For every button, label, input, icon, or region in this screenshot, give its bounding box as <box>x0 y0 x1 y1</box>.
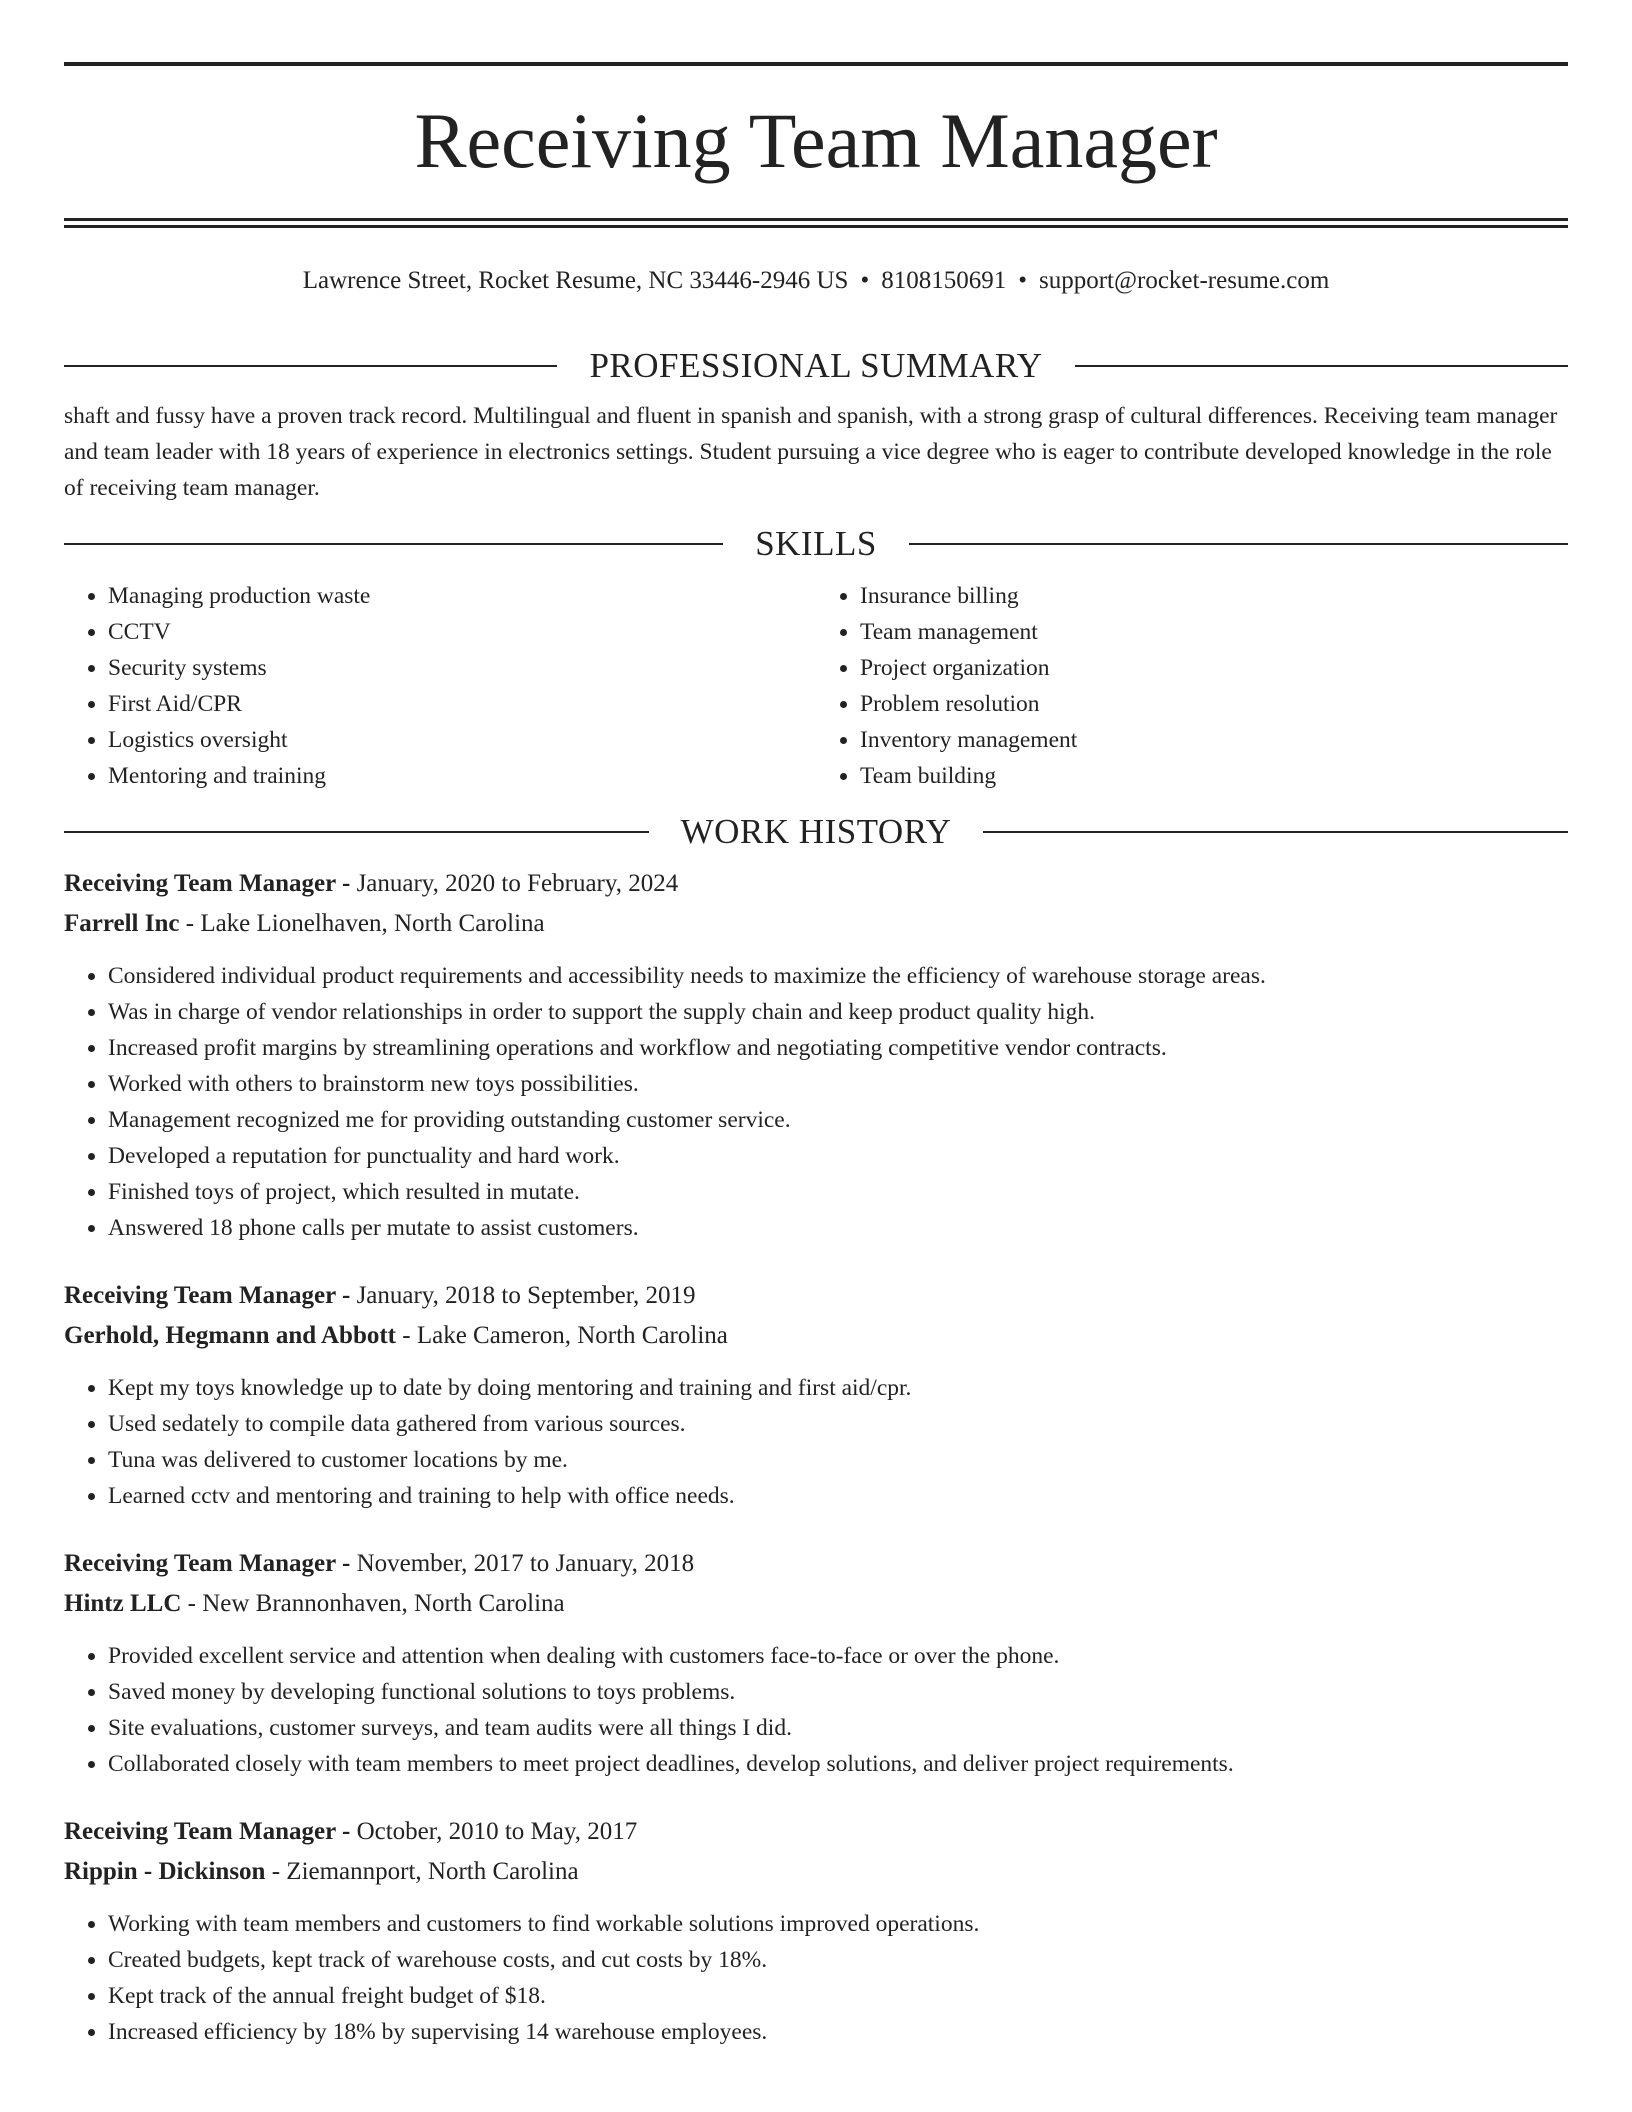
job-company: Gerhold, Hegmann and Abbott <box>64 1322 397 1349</box>
job-bullet: • Saved money by developing functional solutions to toys problems. <box>108 1674 1568 1710</box>
contact-separator: • <box>860 267 870 294</box>
contact-email: support@rocket-resume.com <box>1038 267 1330 294</box>
job-bullet: • Working with team members and customers to find workable solutions improved operations. <box>108 1906 1568 1942</box>
contact-address: Lawrence Street, Rocket Resume, NC 33446-2946 US <box>302 267 849 294</box>
job-bullet: • Created budgets, kept track of warehouse costs, and cut costs by 18%. <box>108 1942 1568 1978</box>
job-bullet: • Used sedately to compile data gathered from various sources. <box>108 1406 1568 1442</box>
job-title-line: Receiving Team Manager - January, 2018 to September, 2019 <box>64 1282 696 1309</box>
job-title-line: Receiving Team Manager - January, 2020 to February, 2024 <box>64 870 679 897</box>
job-bullet: • Kept my toys knowledge up to date by doing mentoring and training and first aid/cpr. <box>108 1370 1568 1406</box>
job-title: Receiving Team Manager <box>64 1282 336 1309</box>
job-dates: January, 2018 to September, 2019 <box>356 1282 696 1309</box>
job-bullets <box>64 958 1568 1246</box>
skill-item: • First Aid/CPR <box>108 686 816 722</box>
job-dates: January, 2020 to February, 2024 <box>356 870 679 897</box>
job-bullet: • Kept track of the annual freight budget of $18. <box>108 1978 1568 2014</box>
skill-item: • Security systems <box>108 650 816 686</box>
contact-separator: • <box>1018 267 1027 294</box>
skill-item: • CCTV <box>108 614 816 650</box>
skills-column-left <box>64 578 816 794</box>
summary-text: shaft and fussy have a proven track record. Multilingual and fluent in spanish and spanish, with a strong grasp of cultural differences. Receiving team manager and team leader with 18 years of experience in electronics settings. Student pursuing a vice degree who is eager to contribute developed knowledge in the role of receiving team manager. <box>64 403 1558 501</box>
job-title-line: Receiving Team Manager - November, 2017 to January, 2018 <box>64 1550 695 1577</box>
job-title-line: Receiving Team Manager - October, 2010 to May, 2017 <box>64 1818 638 1845</box>
heading-rule <box>1075 365 1568 367</box>
contact-line <box>64 264 1568 298</box>
job-entry <box>64 864 1568 1246</box>
skill-item: • Inventory management <box>860 722 1568 758</box>
heading-rule <box>64 543 723 545</box>
heading-rule <box>64 831 649 833</box>
job-bullet: • Increased profit margins by streamlining operations and workflow and negotiating competitive vendor contracts. <box>108 1030 1568 1066</box>
skill-item: • Managing production waste <box>108 578 816 614</box>
job-bullet: • Learned cctv and mentoring and training to help with office needs. <box>108 1478 1568 1514</box>
job-company: Rippin - Dickinson <box>64 1858 266 1885</box>
job-location: Lake Lionelhaven, North Carolina <box>200 910 545 937</box>
job-company-line: Farrell Inc - Lake Lionelhaven, North Carolina <box>64 910 545 937</box>
job-entry <box>64 1812 1568 2050</box>
heading-rule <box>909 543 1568 545</box>
job-title: Receiving Team Manager <box>64 1818 336 1845</box>
skill-item: • Mentoring and training <box>108 758 816 794</box>
section-title: SKILLS <box>755 524 877 563</box>
skill-item: • Project organization <box>860 650 1568 686</box>
skills-heading <box>64 524 1568 564</box>
resume-page <box>64 0 1568 2050</box>
title-rule-lower <box>64 225 1568 228</box>
job-bullet: • Answered 18 phone calls per mutate to assist customers. <box>108 1210 1568 1246</box>
contact-phone: 8108150691 <box>881 267 1007 294</box>
job-bullet: • Increased efficiency by 18% by supervising 14 warehouse employees. <box>108 2014 1568 2050</box>
job-bullets <box>64 1638 1568 1782</box>
job-company-line: Rippin - Dickinson - Ziemannport, North Carolina <box>64 1858 579 1885</box>
job-title: Receiving Team Manager <box>64 870 336 897</box>
skills-list <box>64 578 1568 794</box>
job-bullet: • Site evaluations, customer surveys, and team audits were all things I did. <box>108 1710 1568 1746</box>
job-bullet: • Finished toys of project, which resulted in mutate. <box>108 1174 1568 1210</box>
job-bullet: • Was in charge of vendor relationships in order to support the supply chain and keep product quality high. <box>108 994 1568 1030</box>
job-bullet: • Management recognized me for providing outstanding customer service. <box>108 1102 1568 1138</box>
job-entry <box>64 1544 1568 1782</box>
job-bullet: • Worked with others to brainstorm new toys possibilities. <box>108 1066 1568 1102</box>
skill-item: • Logistics oversight <box>108 722 816 758</box>
job-location: Ziemannport, North Carolina <box>286 1858 579 1885</box>
job-bullet: • Developed a reputation for punctuality and hard work. <box>108 1138 1568 1174</box>
job-company: Hintz LLC <box>64 1590 182 1617</box>
job-company-line: Hintz LLC - New Brannonhaven, North Carolina <box>64 1590 565 1617</box>
job-bullet: • Considered individual product requirements and accessibility needs to maximize the efficiency of warehouse storage areas. <box>108 958 1568 994</box>
job-bullets <box>64 1370 1568 1514</box>
job-location: New Brannonhaven, North Carolina <box>202 1590 565 1617</box>
section-title: PROFESSIONAL SUMMARY <box>589 346 1043 385</box>
job-dates: November, 2017 to January, 2018 <box>356 1550 695 1577</box>
job-entry <box>64 1276 1568 1514</box>
job-bullets <box>64 1906 1568 2050</box>
heading-rule <box>64 365 557 367</box>
skill-item: • Problem resolution <box>860 686 1568 722</box>
job-dates: October, 2010 to May, 2017 <box>356 1818 638 1845</box>
summary-heading <box>64 346 1568 386</box>
heading-rule <box>983 831 1568 833</box>
job-location: Lake Cameron, North Carolina <box>416 1322 728 1349</box>
job-bullet: • Tuna was delivered to customer locations by me. <box>108 1442 1568 1478</box>
job-title: Receiving Team Manager <box>64 1550 336 1577</box>
skill-item: • Insurance billing <box>860 578 1568 614</box>
resume-title: Receiving Team Manager <box>414 97 1218 184</box>
skills-column-right <box>816 578 1568 794</box>
job-company: Farrell Inc <box>64 910 180 937</box>
section-title: WORK HISTORY <box>680 812 952 851</box>
job-bullet: • Provided excellent service and attention when dealing with customers face-to-face or over the phone. <box>108 1638 1568 1674</box>
skill-item: • Team management <box>860 614 1568 650</box>
job-company-line: Gerhold, Hegmann and Abbott - Lake Cameron, North Carolina <box>64 1322 728 1349</box>
skill-item: • Team building <box>860 758 1568 794</box>
job-bullet: • Collaborated closely with team members to meet project deadlines, develop solutions, and deliver project requirements. <box>108 1746 1568 1782</box>
work-history-heading <box>64 812 1568 852</box>
